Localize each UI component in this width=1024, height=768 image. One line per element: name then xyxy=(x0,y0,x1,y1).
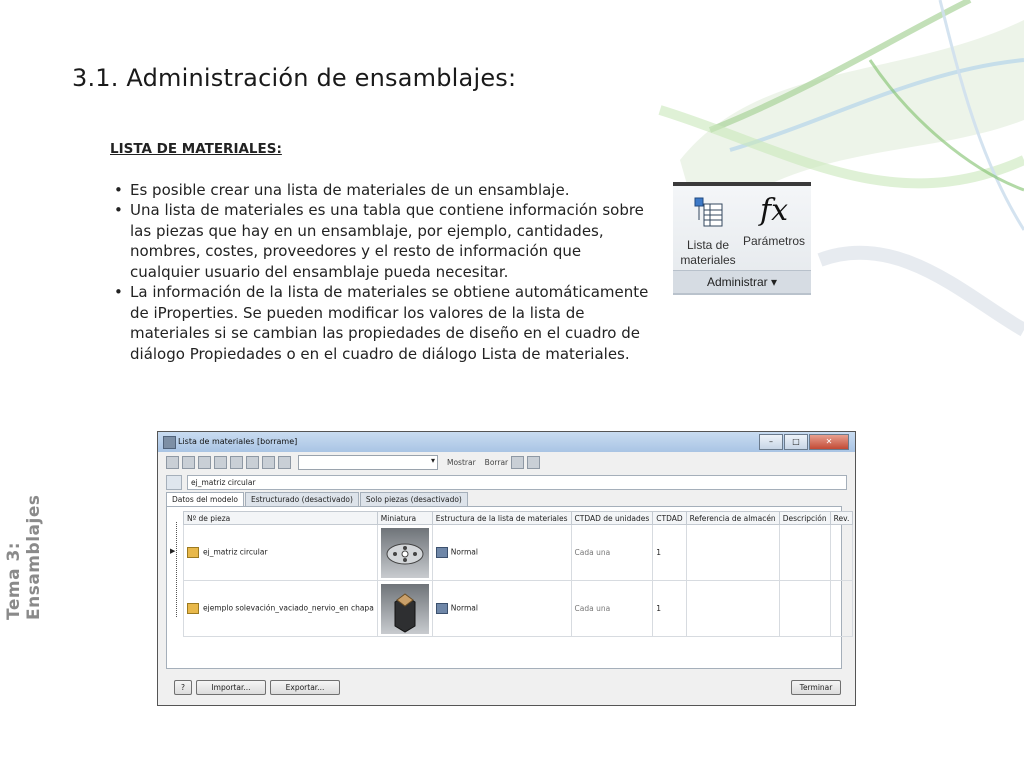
unit-qty-cell: Cada una xyxy=(571,581,653,637)
page-title: 3.1. Administración de ensamblajes: xyxy=(72,64,517,92)
export-button[interactable]: Exportar... xyxy=(270,680,340,695)
toolbar-tool-icon[interactable] xyxy=(262,456,275,469)
bullet-list xyxy=(110,180,650,365)
assembly-path-field[interactable]: ej_matriz circular xyxy=(187,475,847,490)
minimize-icon[interactable]: – xyxy=(759,434,783,450)
dialog-footer xyxy=(166,680,847,696)
column-header[interactable]: Referencia de almacén xyxy=(686,512,779,525)
unit-qty-cell: Cada una xyxy=(571,525,653,581)
column-header[interactable]: Miniatura xyxy=(377,512,432,525)
tab-model-data[interactable]: Datos del modelo xyxy=(166,492,244,506)
bom-dialog xyxy=(157,431,856,706)
part-number: ej_matriz circular xyxy=(203,547,268,557)
toolbar-tool-icon[interactable] xyxy=(527,456,540,469)
parameters-ribbon-button[interactable] xyxy=(741,194,807,249)
stock-cell xyxy=(686,525,779,581)
tab-structured[interactable]: Estructurado (desactivado) xyxy=(245,492,359,506)
table-row[interactable] xyxy=(184,581,853,637)
toolbar-tool-icon[interactable] xyxy=(230,456,243,469)
part-number: ejemplo solevación_vaciado_nervio_en chapa xyxy=(203,603,374,613)
sort-icon[interactable] xyxy=(198,456,211,469)
thumbnail-cell xyxy=(377,581,432,637)
finish-button[interactable]: Terminar xyxy=(791,680,841,695)
side-topic-label: Tema 3: Ensamblajes xyxy=(4,494,44,620)
stock-cell xyxy=(686,581,779,637)
description-cell xyxy=(779,581,830,637)
bullet-item: • La información de la lista de materiales se obtiene automáticamente de iProperties. Se pueden modificar los valores de la lista de materiales si se cambian las propiedades de diseño en el cuadro de diálogo Propiedades o en el cuadro de diálogo Lista de materiales. xyxy=(110,282,650,364)
column-header[interactable]: Rev. xyxy=(830,512,853,525)
toolbar-tool-icon[interactable] xyxy=(278,456,291,469)
bom-button-label-2: materiales xyxy=(680,253,736,267)
tab-parts-only[interactable]: Solo piezas (desactivado) xyxy=(360,492,468,506)
view-dropdown[interactable] xyxy=(298,455,438,470)
assembly-path-bar xyxy=(166,474,847,490)
app-icon xyxy=(163,436,176,449)
part-thumbnail xyxy=(381,584,429,634)
fx-icon: fx xyxy=(759,193,789,228)
rev-cell xyxy=(830,581,853,637)
bullet-item: • Es posible crear una lista de materiales de un ensamblaje. xyxy=(110,180,650,201)
maximize-icon[interactable]: □ xyxy=(784,434,808,450)
part-thumbnail xyxy=(381,528,429,578)
structure-cell xyxy=(432,581,571,637)
close-icon[interactable]: ✕ xyxy=(809,434,849,450)
structure-value: Normal xyxy=(450,547,478,557)
structure-icon xyxy=(436,547,448,558)
part-number-cell xyxy=(184,525,378,581)
section-heading: LISTA DE MATERIALES: xyxy=(110,141,282,157)
rev-cell xyxy=(830,525,853,581)
table-header-row xyxy=(184,512,853,525)
parameters-button-label: Parámetros xyxy=(742,234,806,248)
toolbar-tool-icon[interactable] xyxy=(511,456,524,469)
structure-icon xyxy=(436,603,448,614)
structure-cell xyxy=(432,525,571,581)
tab-bar xyxy=(166,492,469,506)
tree-connector xyxy=(176,522,183,617)
column-header[interactable]: CTDAD xyxy=(653,512,686,525)
window-controls xyxy=(758,434,849,450)
pin-icon[interactable] xyxy=(166,475,182,490)
qty-cell: 1 xyxy=(653,581,686,637)
clear-button[interactable]: Borrar xyxy=(484,457,509,467)
column-header[interactable]: Nº de pieza xyxy=(184,512,378,525)
part-icon xyxy=(187,603,199,614)
table-row[interactable] xyxy=(184,525,853,581)
import-button[interactable]: Importar... xyxy=(196,680,266,695)
help-button[interactable]: ? xyxy=(174,680,192,695)
qty-cell: 1 xyxy=(653,525,686,581)
part-icon xyxy=(187,547,199,558)
toolbar-tool-icon[interactable] xyxy=(246,456,259,469)
toolbar-tool-icon[interactable] xyxy=(166,456,179,469)
sort-icon[interactable] xyxy=(214,456,227,469)
description-cell xyxy=(779,525,830,581)
dialog-toolbar xyxy=(166,454,847,470)
thumbnail-cell xyxy=(377,525,432,581)
row-indicator-icon: ▶ xyxy=(170,547,176,555)
bill-of-materials-icon xyxy=(691,194,725,228)
bom-button-label-1: Lista de xyxy=(686,238,730,252)
dialog-title: Lista de materiales [borrame] xyxy=(178,437,298,446)
ribbon-panel xyxy=(673,182,811,295)
bom-table xyxy=(166,506,850,669)
content-body xyxy=(110,139,650,364)
column-header[interactable]: Estructura de la lista de materiales xyxy=(432,512,571,525)
column-header[interactable]: CTDAD de unidades xyxy=(571,512,653,525)
bullet-item: • Una lista de materiales es una tabla que contiene información sobre las piezas que hay en un ensamblaje, por ejemplo, cantidades, nombres, costes, proveedores y el resto de información que cualquier usuario del ensamblaje pueda necesitar. xyxy=(110,200,650,282)
show-button[interactable]: Mostrar xyxy=(447,457,476,467)
dialog-titlebar[interactable] xyxy=(158,432,855,452)
bom-ribbon-button[interactable] xyxy=(675,194,741,268)
structure-value: Normal xyxy=(450,603,478,613)
part-number-cell xyxy=(184,581,378,637)
column-header[interactable]: Descripción xyxy=(779,512,830,525)
administrar-panel-label[interactable]: Administrar ▾ xyxy=(673,270,811,293)
toolbar-tool-icon[interactable] xyxy=(182,456,195,469)
